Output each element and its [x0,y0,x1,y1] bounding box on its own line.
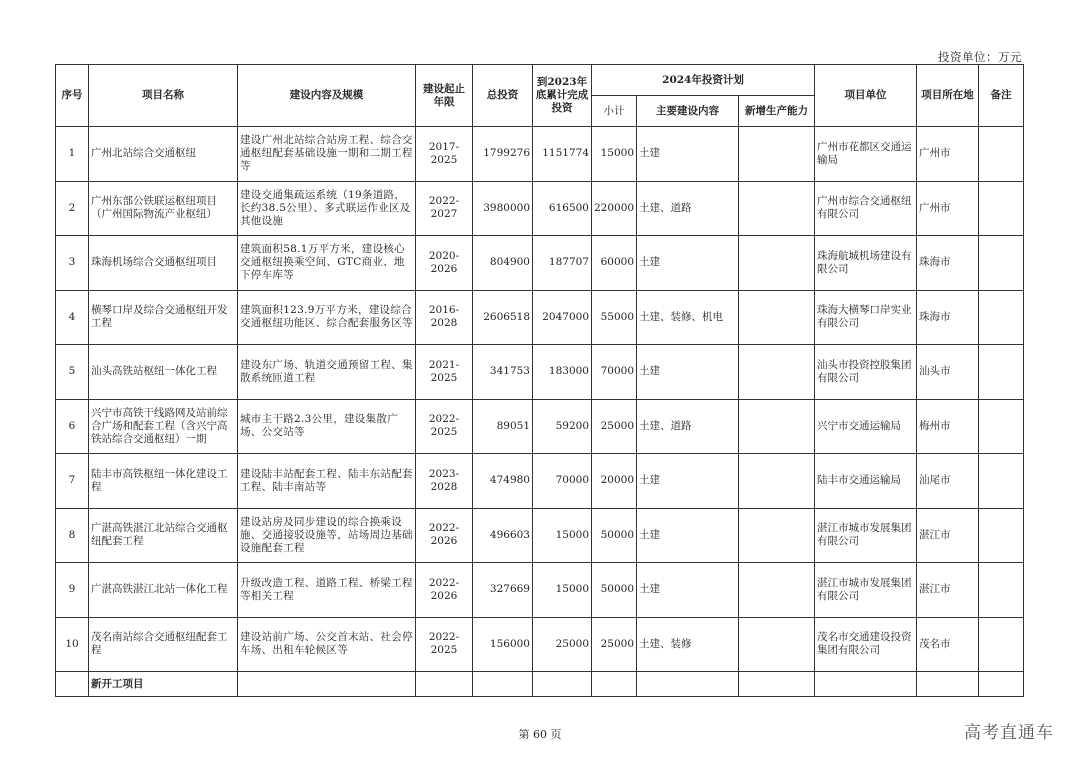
row-unit: 湛江市城市发展集团有限公司 [815,508,917,563]
row-remark [979,508,1024,563]
row-total: 327669 [473,563,533,618]
row-seq: 2 [56,181,89,236]
row-unit: 兴宁市交通运输局 [815,399,917,454]
row-seq: 8 [56,508,89,563]
empty-cell [473,672,533,697]
header-name: 项目名称 [89,65,238,127]
row-name: 广州北站综合交通枢纽 [89,127,238,182]
row-content: 建筑面积123.9万平方米，建设综合交通枢纽功能区、综合配套服务区等 [238,290,416,345]
row-remark [979,617,1024,672]
table-row [56,508,1024,563]
row-subtotal: 50000 [592,563,637,618]
empty-cell [56,672,89,697]
row-content: 建筑面积58.1万平方米，建设核心交通枢纽换乘空间、GTC商业、地下停车库等 [238,236,416,291]
header-subtotal: 小计 [592,96,637,127]
row-main-content: 土建 [637,454,739,509]
row-unit: 珠海大横琴口岸实业有限公司 [815,290,917,345]
header-seq: 序号 [56,65,89,127]
empty-cell [815,672,917,697]
empty-cell [238,672,416,697]
row-seq: 1 [56,127,89,182]
row-done: 1151774 [533,127,592,182]
row-total: 804900 [473,236,533,291]
row-content: 建设陆丰站配套工程、陆丰东站配套工程、陆丰南站等 [238,454,416,509]
row-period: 2023-2028 [416,454,473,509]
row-name: 兴宁市高铁干线路网及站前综合广场和配套工程（含兴宁高铁站综合交通枢纽）一期 [89,399,238,454]
unit-note: 投资单位：万元 [938,50,1022,64]
row-capacity [739,290,815,345]
row-remark [979,399,1024,454]
row-unit: 陆丰市交通运输局 [815,454,917,509]
row-period: 2021-2025 [416,345,473,400]
row-capacity [739,563,815,618]
row-location: 汕头市 [917,345,979,400]
row-remark [979,236,1024,291]
row-location: 湛江市 [917,563,979,618]
row-capacity [739,236,815,291]
row-done: 183000 [533,345,592,400]
row-main-content: 土建、装修、机电 [637,290,739,345]
row-capacity [739,617,815,672]
row-main-content: 土建、道路 [637,399,739,454]
table-row [56,563,1024,618]
watermark: 高考直通车 [964,723,1054,743]
row-location: 珠海市 [917,236,979,291]
row-content: 城市主干路2.3公里，建设集散广场、公交站等 [238,399,416,454]
section-label: 新开工项目 [89,672,238,697]
empty-cell [739,672,815,697]
empty-cell [917,672,979,697]
row-done: 15000 [533,508,592,563]
row-location: 珠海市 [917,290,979,345]
row-seq: 6 [56,399,89,454]
row-name: 广州东部公铁联运枢纽项目（广州国际物流产业枢纽） [89,181,238,236]
row-remark [979,127,1024,182]
row-done: 70000 [533,454,592,509]
row-subtotal: 60000 [592,236,637,291]
row-done: 616500 [533,181,592,236]
row-content: 建设交通集疏运系统（19条道路，长约38.5公里）、多式联运作业区及其他设施 [238,181,416,236]
row-period: 2016-2028 [416,290,473,345]
table-row [56,127,1024,182]
empty-cell [533,672,592,697]
row-unit: 广州市花都区交通运输局 [815,127,917,182]
row-main-content: 土建、装修 [637,617,739,672]
row-total: 474980 [473,454,533,509]
row-content: 建设站房及同步建设的综合换乘设施、交通接驳设施等，站场周边基础设施配套工程 [238,508,416,563]
row-total: 1799276 [473,127,533,182]
row-main-content: 土建 [637,236,739,291]
row-subtotal: 55000 [592,290,637,345]
row-main-content: 土建 [637,345,739,400]
table-row [56,290,1024,345]
row-name: 横琴口岸及综合交通枢纽开发工程 [89,290,238,345]
row-capacity [739,345,815,400]
page-number: 第 60 页 [518,728,562,741]
row-unit: 珠海航城机场建设有限公司 [815,236,917,291]
row-name: 汕头高铁站枢纽一体化工程 [89,345,238,400]
row-content: 建设东广场、轨道交通预留工程、集散系统匝道工程 [238,345,416,400]
row-subtotal: 220000 [592,181,637,236]
row-seq: 3 [56,236,89,291]
row-subtotal: 25000 [592,617,637,672]
row-main-content: 土建 [637,508,739,563]
row-subtotal: 15000 [592,127,637,182]
row-subtotal: 50000 [592,508,637,563]
row-total: 2606518 [473,290,533,345]
row-seq: 5 [56,345,89,400]
header-unit: 项目单位 [815,65,917,127]
row-capacity [739,181,815,236]
row-unit: 湛江市城市发展集团有限公司 [815,563,917,618]
empty-cell [979,672,1024,697]
row-name: 广湛高铁湛江北站一体化工程 [89,563,238,618]
row-name: 陆丰市高铁枢纽一体化建设工程 [89,454,238,509]
table-row [56,399,1024,454]
row-done: 2047000 [533,290,592,345]
row-period: 2017-2025 [416,127,473,182]
section-row [56,672,1024,697]
empty-cell [416,672,473,697]
row-remark [979,563,1024,618]
row-main-content: 土建 [637,127,739,182]
row-period: 2022-2026 [416,563,473,618]
header-capacity: 新增生产能力 [739,96,815,127]
row-name: 广湛高铁湛江北站综合交通枢纽配套工程 [89,508,238,563]
investment-table [55,64,1024,697]
row-total: 156000 [473,617,533,672]
row-content: 升级改造工程、道路工程、桥梁工程等相关工程 [238,563,416,618]
row-done: 59200 [533,399,592,454]
row-total: 341753 [473,345,533,400]
row-remark [979,345,1024,400]
row-name: 茂名南站综合交通枢纽配套工程 [89,617,238,672]
row-location: 广州市 [917,127,979,182]
table-row [56,454,1024,509]
row-location: 湛江市 [917,508,979,563]
row-location: 茂名市 [917,617,979,672]
row-content: 建设站前广场、公交首末站、社会停车场、出租车轮候区等 [238,617,416,672]
row-capacity [739,508,815,563]
header-content: 建设内容及规模 [238,65,416,127]
row-period: 2022-2025 [416,617,473,672]
table-row [56,181,1024,236]
row-period: 2022-2027 [416,181,473,236]
row-capacity [739,399,815,454]
row-location: 梅州市 [917,399,979,454]
header-remark: 备注 [979,65,1024,127]
row-done: 15000 [533,563,592,618]
row-unit: 茂名市交通建设投资集团有限公司 [815,617,917,672]
row-subtotal: 25000 [592,399,637,454]
row-seq: 9 [56,563,89,618]
row-seq: 7 [56,454,89,509]
row-period: 2022-2025 [416,399,473,454]
row-period: 2020-2026 [416,236,473,291]
row-seq: 10 [56,617,89,672]
row-name: 珠海机场综合交通枢纽项目 [89,236,238,291]
row-unit: 广州市综合交通枢纽有限公司 [815,181,917,236]
header-plan-2024: 2024年投资计划 [592,65,815,96]
row-remark [979,454,1024,509]
row-remark [979,290,1024,345]
empty-cell [592,672,637,697]
row-period: 2022-2026 [416,508,473,563]
row-subtotal: 70000 [592,345,637,400]
empty-cell [637,672,739,697]
row-main-content: 土建、道路 [637,181,739,236]
row-total: 89051 [473,399,533,454]
header-total: 总投资 [473,65,533,127]
table-row [56,236,1024,291]
row-location: 汕尾市 [917,454,979,509]
row-capacity [739,454,815,509]
row-unit: 汕头市投资控股集团有限公司 [815,345,917,400]
row-remark [979,181,1024,236]
header-location: 项目所在地 [917,65,979,127]
row-total: 3980000 [473,181,533,236]
row-location: 广州市 [917,181,979,236]
row-total: 496603 [473,508,533,563]
row-content: 建设广州北站综合站房工程、综合交通枢纽配套基础设施一期和二期工程等 [238,127,416,182]
row-done: 187707 [533,236,592,291]
header-period: 建设起止年限 [416,65,473,127]
row-capacity [739,127,815,182]
row-subtotal: 20000 [592,454,637,509]
row-seq: 4 [56,290,89,345]
table-row [56,617,1024,672]
header-main-content: 主要建设内容 [637,96,739,127]
table-row [56,345,1024,400]
header-done-2023: 到2023年底累计完成投资 [533,65,592,127]
row-main-content: 土建 [637,563,739,618]
row-done: 25000 [533,617,592,672]
